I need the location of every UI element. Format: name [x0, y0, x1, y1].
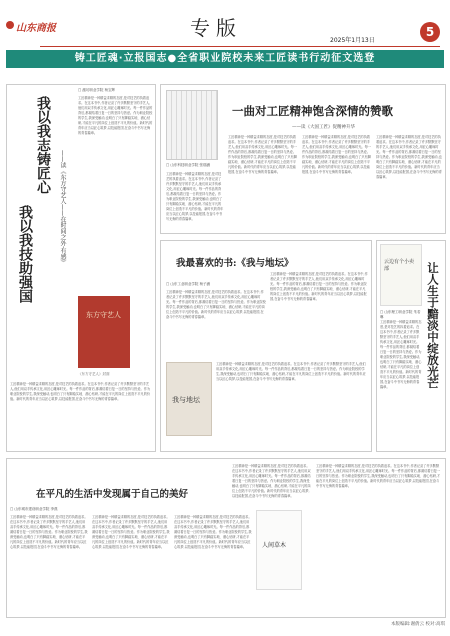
article-2-body-2: 工匠精神是一种精益求精的态度,是对技艺的执着追求。在这本书中,作者记录了许多默默坚守的手艺人,他们用双手传承文化,用匠心雕琢时光。每一件作品的背后,都凝结着日复一日的坚持与热爱。作为职业院校的学生,我深受触动,也明白了只有脚踏实地、潜心钻研,才能在平凡的岗位上创造不平凡的价值。新时代的青年应当以匠心筑梦,以技能报国,在奋斗中书写无悔的青春篇章。 — [228, 135, 297, 174]
header-rule — [40, 46, 440, 47]
article-1-body-2: 工匠精神是一种精益求精的态度,是对技艺的执着追求。在这本书中,作者记录了许多默默坚守的手艺人,他们用双手传承文化,用匠心雕琢时光。每一件作品的背后,都凝结着日复一日的坚持与热爱。作为职业院校的学生,我深受触动,也明白了只有脚踏实地、潜心钻研,才能在平凡的岗位上创造不平凡的价值。新时代的青年应当以匠心筑梦,以技能报国,在奋斗中书写无悔的青春篇章。 — [10, 382, 151, 401]
article-1-caption: 《东方守艺人》封面 — [78, 372, 110, 376]
article-2-title: 一曲对工匠精神饱含深情的赞歌 — [232, 104, 393, 118]
article-1-cover-title: 东方守艺人 — [86, 311, 121, 319]
article-3-title: 我最喜欢的书:《我与地坛》 — [176, 258, 294, 269]
banner-text: 铸工匠魂·立报国志●全省职业院校未来工匠读书行动征文选登 — [74, 53, 376, 64]
article-5-body-1: 工匠精神是一种精益求精的态度,是对技艺的执着追求。在这本书中,作者记录了许多默默坚守的手艺人,他们用双手传承文化,用匠心雕琢时光。每一件作品的背后,都凝结着日复一日的坚持与热爱。作为职业院校的学生,我深受触动,也明白了只有脚踏实地、潜心钻研,才能在平凡的岗位上创造不平凡的价值。新时代的青年应当以匠心筑梦,以技能报国,在奋斗中书写无悔的青春篇章。 — [10, 515, 88, 549]
article-1-title-a: 我以我志铸匠心 — [35, 96, 51, 194]
newspaper-logo: 山东商报 — [16, 23, 56, 34]
article-5-cover-title: 人间草木 — [262, 542, 287, 549]
article-5-body-top: 工匠精神是一种精益求精的态度,是对技艺的执着追求。在这本书中,作者记录了许多默默坚守的手艺人,他们用双手传承文化,用匠心雕琢时光。每一件作品的背后,都凝结着日复一日的坚持与热爱。作为职业院校的学生,我深受触动,也明白了只有脚踏实地、潜心钻研,才能在平凡的岗位上创造不平凡的价值。新时代的青年应当以匠心筑梦,以技能报国,在奋斗中书写无悔的青春篇章。 — [232, 464, 311, 498]
section-title: 专版 — [190, 16, 242, 40]
article-2-body-4: 工匠精神是一种精益求精的态度,是对技艺的执着追求。在这本书中,作者记录了许多默默坚守的手艺人,他们用双手传承文化,用匠心雕琢时光。每一件作品的背后,都凝结着日复一日的坚持与热爱。作为职业院校的学生,我深受触动,也明白了只有脚踏实地、潜心钻研,才能在平凡的岗位上创造不平凡的价值。新时代的青年应当以匠心筑梦,以技能报国,在奋斗中书写无悔的青春篇章。 — [376, 135, 442, 179]
article-2-body-3: 工匠精神是一种精益求精的态度,是对技艺的执着追求。在这本书中,作者记录了许多默默坚守的手艺人,他们用双手传承文化,用匠心雕琢时光。每一件作品的背后,都凝结着日复一日的坚持与热爱。作为职业院校的学生,我深受触动,也明白了只有脚踏实地、潜心钻研,才能在平凡的岗位上创造不平凡的价值。新时代的青年应当以匠心筑梦,以技能报国,在奋斗中书写无悔的青春篇章。 — [302, 135, 371, 174]
article-3-byline: □ 山东工业职业学院 杨子涵 — [166, 282, 211, 286]
article-3-body-2: 工匠精神是一种精益求精的态度,是对技艺的执着追求。在这本书中,作者记录了许多默默坚守的手艺人,他们用双手传承文化,用匠心雕琢时光。每一件作品的背后,都凝结着日复一日的坚持与热爱。作为职业院校的学生,我深受触动,也明白了只有脚踏实地、潜心钻研,才能在平凡的岗位上创造不平凡的价值。新时代的青年应当以匠心筑梦,以技能报国,在奋斗中书写无悔的青春篇章。 — [270, 272, 368, 301]
article-5-body-3: 工匠精神是一种精益求精的态度,是对技艺的执着追求。在这本书中,作者记录了许多默默坚守的手艺人,他们用双手传承文化,用匠心雕琢时光。每一件作品的背后,都凝结着日复一日的坚持与热爱。作为职业院校的学生,我深受触动,也明白了只有脚踏实地、潜心钻研,才能在平凡的岗位上创造不平凡的价值。新时代的青年应当以匠心筑梦,以技能报国,在奋斗中书写无悔的青春篇章。 — [174, 515, 252, 549]
article-3-cover-title: 我与地坛 — [172, 396, 200, 404]
article-1-cover-image — [78, 296, 130, 368]
logo-mark-icon — [6, 21, 14, 29]
article-2-book-image — [166, 90, 218, 160]
article-2-body-1: 工匠精神是一种精益求精的态度,是对技艺的执着追求。在这本书中,作者记录了许多默默坚守的手艺人,他们用双手传承文化,用匠心雕琢时光。每一件作品的背后,都凝结着日复一日的坚持与热爱。作为职业院校的学生,我深受触动,也明白了只有脚踏实地、潜心钻研,才能在平凡的岗位上创造不平凡的价值。新时代的青年应当以匠心筑梦,以技能报国,在奋斗中书写无悔的青春篇章。 — [166, 172, 224, 221]
article-1-byline: □ 潍坊职业学院 杨宝辉 — [78, 88, 116, 92]
article-1-subtitle: ——读《东方守艺人——在时间之外·有感》 — [59, 150, 66, 266]
article-4-title: 让人生于黯淡中绽放光芒 — [426, 262, 440, 389]
article-5-body-2: 工匠精神是一种精益求精的态度,是对技艺的执着追求。在这本书中,作者记录了许多默默坚守的手艺人,他们用双手传承文化,用匠心雕琢时光。每一件作品的背后,都凝结着日复一日的坚持与热爱。作为职业院校的学生,我深受触动,也明白了只有脚踏实地、潜心钻研,才能在平凡的岗位上创造不平凡的价值。新时代的青年应当以匠心筑梦,以技能报国,在奋斗中书写无悔的青春篇章。 — [92, 515, 170, 549]
article-1-title-b: 我以我技助强国 — [17, 205, 33, 303]
article-3-body-1: 工匠精神是一种精益求精的态度,是对技艺的执着追求。在这本书中,作者记录了许多默默坚守的手艺人,他们用双手传承文化,用匠心雕琢时光。每一件作品的背后,都凝结着日复一日的坚持与热爱。作为职业院校的学生,我深受触动,也明白了只有脚踏实地、潜心钻研,才能在平凡的岗位上创造不平凡的价值。新时代的青年应当以匠心筑梦,以技能报国,在奋斗中书写无悔的青春篇章。 — [166, 290, 266, 319]
article-5-byline: □ 山东城市建设职业学院 李燕 — [10, 507, 58, 511]
article-3-body-3: 工匠精神是一种精益求精的态度,是对技艺的执着追求。在这本书中,作者记录了许多默默坚守的手艺人,他们用双手传承文化,用匠心雕琢时光。每一件作品的背后,都凝结着日复一日的坚持与热爱。作为职业院校的学生,我深受触动,也明白了只有脚踏实地、潜心钻研,才能在平凡的岗位上创造不平凡的价值。新时代的青年应当以匠心筑梦,以技能报国,在奋斗中书写无悔的青春篇章。 — [216, 362, 366, 381]
article-4-cover-title: 云边有个小卖部 — [384, 259, 415, 272]
article-2-byline: □ 山东科技职业学院 张瑞涵 — [166, 163, 211, 167]
issue-date: 2025年1月13日 — [330, 37, 375, 44]
page-number: 5 — [420, 22, 440, 42]
article-2-subtitle: ——读《大国工匠》促精神升华 — [292, 125, 355, 130]
article-5-title: 在平凡的生活中发现属于自己的美好 — [36, 489, 189, 500]
article-4-body: 工匠精神是一种精益求精的态度,是对技艺的执着追求。在这本书中,作者记录了许多默默坚守的手艺人,他们用双手传承文化,用匠心雕琢时光。每一件作品的背后,都凝结着日复一日的坚持与热爱。作为职业院校的学生,我深受触动,也明白了只有脚踏实地、潜心钻研,才能在平凡的岗位上创造不平凡的价值。新时代的青年应当以匠心筑梦,以技能报国,在奋斗中书写无悔的青春篇章。 — [380, 320, 422, 389]
footer-credits: 本版编辑:谢倩云 校对:高琪 — [391, 622, 445, 627]
article-4-byline: □ 山东理工职业学院 朱若琳 — [380, 310, 421, 319]
article-1-body: 工匠精神是一种精益求精的态度,是对技艺的执着追求。在这本书中,作者记录了许多默默坚守的手艺人,他们用双手传承文化,用匠心雕琢时光。每一件作品的背后,都凝结着日复一日的坚持与热爱。作为职业院校的学生,我深受触动,也明白了只有脚踏实地、潜心钻研,才能在平凡的岗位上创造不平凡的价值。新时代的青年应当以匠心筑梦,以技能报国,在奋斗中书写无悔的青春篇章。 — [78, 96, 153, 135]
article-5-body-4: 工匠精神是一种精益求精的态度,是对技艺的执着追求。在这本书中,作者记录了许多默默坚守的手艺人,他们用双手传承文化,用匠心雕琢时光。每一件作品的背后,都凝结着日复一日的坚持与热爱。作为职业院校的学生,我深受触动,也明白了只有脚踏实地、潜心钻研,才能在平凡的岗位上创造不平凡的价值。新时代的青年应当以匠心筑梦,以技能报国,在奋斗中书写无悔的青春篇章。 — [316, 464, 441, 488]
